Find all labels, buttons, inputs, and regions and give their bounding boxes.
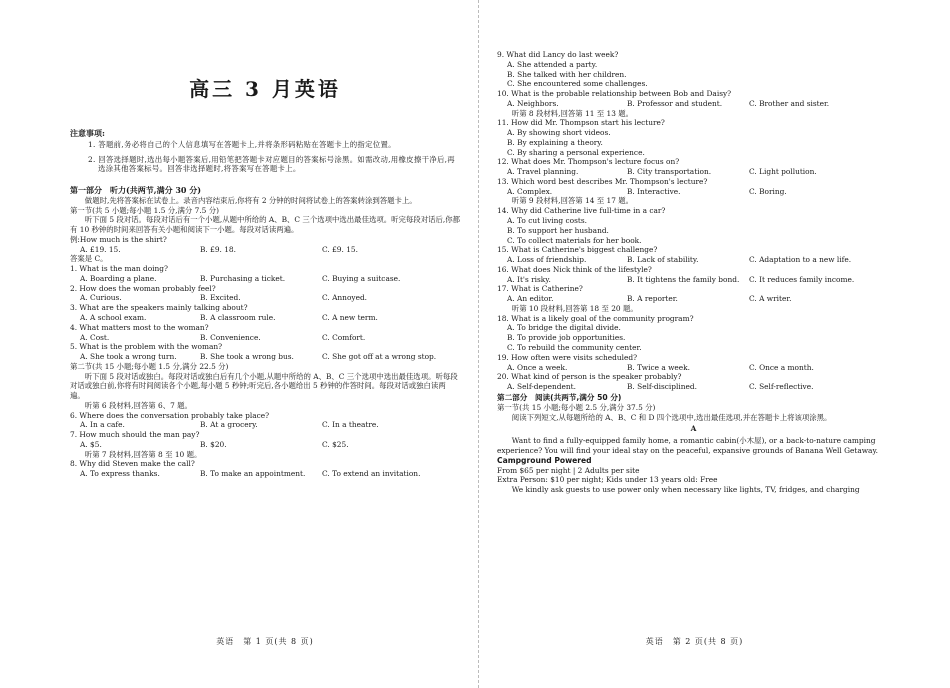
- passage-paragraph-2: We kindly ask guests to use power only when necessary like lights, TV, fridges, and charging: [511, 485, 860, 495]
- example-answer: 答案是 C。: [70, 254, 108, 264]
- option-c: C. Buying a suitcase.: [322, 273, 401, 283]
- question-9: 9. What did Lancy do last week?: [497, 50, 619, 59]
- option-a: A. Curious.: [80, 293, 122, 303]
- question-7-options: [70, 440, 460, 450]
- option-c: C. Light pollution.: [749, 167, 817, 177]
- question-10: 10. What is the probable relationship between Bob and Daisy?: [497, 89, 732, 99]
- question-4-options: [70, 333, 460, 343]
- option-b: B. To make an appointment.: [200, 469, 306, 479]
- option-c: C. It reduces family income.: [749, 274, 855, 284]
- question-13: 13. Which word best describes Mr. Thompson's lecture?: [497, 176, 708, 186]
- question-1-options: [70, 274, 460, 284]
- question-20-options: [497, 382, 890, 392]
- material-10: 听第 10 段材料,回答第 18 至 20 题。: [511, 303, 638, 313]
- question-5-options: [70, 352, 460, 362]
- option-b: B. Purchasing a ticket.: [200, 273, 286, 283]
- option-c: C. In a theatre.: [322, 420, 379, 430]
- page-2: [478, 0, 950, 688]
- question-14: 14. Why did Catherine live full-time in a car?: [497, 206, 666, 216]
- option-a: A. Travel planning.: [507, 167, 579, 177]
- question-6-options: [70, 420, 460, 430]
- option-c: C. Adaptation to a new life.: [749, 255, 852, 265]
- option-c: C. $25.: [322, 439, 349, 449]
- question-2-options: [70, 293, 460, 303]
- option-a: A. Cost.: [80, 332, 110, 342]
- option-b: B. Convenience.: [200, 332, 261, 342]
- question-1: 1. What is the man doing?: [70, 264, 168, 274]
- option-a: A. To cut living costs.: [507, 216, 588, 226]
- question-16-options: [497, 275, 890, 285]
- option-b: B. City transportation.: [627, 167, 712, 177]
- question-11: 11. How did Mr. Thompson start his lecture?: [497, 118, 665, 128]
- question-12-options: [497, 167, 890, 177]
- question-5: 5. What is the problem with the woman?: [70, 342, 223, 352]
- option-b: B. Lack of stability.: [627, 255, 699, 265]
- material-9: 听第 9 段材料,回答第 14 至 17 题。: [511, 196, 634, 206]
- option-b: B. By explaining a theory.: [507, 137, 603, 147]
- page-footer: 英语 第 2 页(共 8 页): [645, 637, 744, 647]
- material-7: 听第 7 段材料,回答第 8 至 10 题。: [84, 449, 202, 459]
- option-b: B. Interactive.: [627, 186, 681, 196]
- question-4: 4. What matters most to the woman?: [70, 322, 209, 332]
- option-a: A. $5.: [80, 439, 102, 449]
- question-19-options: [497, 363, 890, 373]
- question-7: 7. How much should the man pay?: [70, 430, 200, 440]
- option-a: A. In a cafe.: [80, 420, 125, 430]
- question-8-options: [70, 469, 460, 479]
- option-a: A. It's risky.: [507, 274, 551, 284]
- section2-title: 第二节(共 15 小题;每小题 1.5 分,满分 22.5 分): [70, 361, 229, 371]
- option-b: B. Twice a week.: [627, 362, 691, 372]
- option-a: A. To bridge the digital divide.: [507, 323, 621, 333]
- question-16: 16. What does Nick think of the lifestyle?: [497, 264, 652, 274]
- section2-intro: 听下面 5 段对话或独白。每段对话或独白后有几个小题,从题中所给的 A、B、C 三个选项中选出最佳选项。听每段对话或独白前,你将有时间阅读各个小题,每小题 5 秒钟;听完后,各小题给出 5 秒钟的作答时间。每段对话或独白读两遍。: [70, 371, 458, 401]
- option-b: B. To provide job opportunities.: [507, 333, 626, 343]
- option-a: A. She took a wrong turn.: [80, 352, 177, 362]
- option-b: B. Professor and student.: [627, 98, 723, 108]
- question-12: 12. What does Mr. Thompson's lecture focus on?: [497, 157, 680, 167]
- section1-intro: 听下面 5 段对话。每段对话后有一个小题,从题中所给的 A、B、C 三个选项中选出最佳选项。听完每段对话后,你都有 10 秒钟的时间来回答有关小题和阅读下一小题。每段对话读两遍。: [70, 215, 460, 235]
- option-a: A. Boarding a plane.: [80, 273, 157, 283]
- part2-title: 第二部分 阅读(共两节,满分 50 分): [497, 392, 622, 402]
- option-c: C. By sharing a personal experience.: [507, 147, 645, 157]
- option-a: A. To express thanks.: [80, 469, 160, 479]
- option-a: A. Loss of friendship.: [507, 255, 587, 265]
- question-20: 20. What kind of person is the speaker probably?: [497, 372, 682, 382]
- option-c: C. She encountered some challenges.: [507, 79, 648, 89]
- option-b: B. It tightens the family bond.: [627, 274, 740, 284]
- option-c: C. To extend an invitation.: [322, 469, 421, 479]
- option-a: A. By showing short videos.: [507, 128, 611, 138]
- option-b: B. She took a wrong bus.: [200, 352, 294, 362]
- option-a: A. An editor.: [507, 294, 554, 304]
- page-footer: 英语 第 1 页(共 8 页): [216, 637, 314, 647]
- option-c: C. Annoyed.: [322, 293, 368, 303]
- question-17-options: [497, 294, 890, 304]
- option-b: B. A reporter.: [627, 294, 678, 304]
- question-10-options: [497, 99, 890, 109]
- question-3-options: [70, 313, 460, 323]
- option-c: C. To rebuild the community center.: [507, 342, 642, 352]
- reading-section1-intro: 阅读下列短文,从每题所给的 A、B、C 和 D 四个选项中,选出最佳选项,并在答题卡上将该项涂黑。: [511, 412, 832, 422]
- campground-extra: Extra Person: $10 per night; Kids under 13 years old: Free: [497, 475, 718, 485]
- campground-price: From $65 per night | 2 Adults per site: [497, 465, 640, 475]
- question-19: 19. How often were visits scheduled?: [497, 352, 638, 362]
- option-c: C. £9. 15.: [322, 244, 358, 254]
- question-15-options: [497, 255, 890, 265]
- question-13-options: [497, 187, 890, 197]
- material-6: 听第 6 段材料,回答第 6、7 题。: [84, 400, 192, 410]
- example-question: 例:How much is the shirt?: [70, 234, 167, 244]
- option-b: B. At a grocery.: [200, 420, 258, 430]
- question-17: 17. What is Catherine?: [497, 284, 583, 294]
- option-b: B. To support her husband.: [507, 225, 609, 235]
- notes-title: 注意事项:: [70, 128, 105, 139]
- option-b: B. Excited.: [200, 293, 241, 303]
- question-2: 2. How does the woman probably feel?: [70, 283, 216, 293]
- passage-paragraph-1: Want to find a fully-equipped family home, a romantic cabin(小木屋), or a back-to-nature camping experience? You will find your ideal stay on the peaceful, expansive grounds of Banana Well Getaway.: [497, 436, 878, 455]
- option-a: A. £19. 15.: [80, 244, 121, 254]
- question-6: 6. Where does the conversation probably take place?: [70, 410, 270, 420]
- option-c: C. She got off at a wrong stop.: [322, 352, 437, 362]
- option-b: B. $20.: [200, 439, 227, 449]
- option-b: B. £9. 18.: [200, 244, 236, 254]
- passage-label: A: [690, 424, 697, 434]
- option-c: C. Once a month.: [749, 362, 814, 372]
- option-a: A. Once a week.: [507, 362, 568, 372]
- option-c: C. To collect materials for her book.: [507, 235, 642, 245]
- option-a: A. Neighbors.: [507, 98, 559, 108]
- option-c: C. Brother and sister.: [749, 98, 830, 108]
- note-1: 1. 答题前,务必将自己的个人信息填写在答题卡上,并将条形码粘贴在答题卡上的指定位置。: [88, 139, 396, 149]
- option-b: B. A classroom rule.: [200, 312, 276, 322]
- question-18: 18. What is a likely goal of the community program?: [497, 313, 694, 323]
- option-c: C. Self-reflective.: [749, 382, 814, 392]
- question-3: 3. What are the speakers mainly talking about?: [70, 303, 248, 313]
- material-8: 听第 8 段材料,回答第 11 至 13 题。: [511, 108, 634, 118]
- section1-title: 第一节(共 5 小题;每小题 1.5 分,满分 7.5 分): [70, 205, 219, 215]
- campground-title: Campground Powered: [497, 455, 592, 465]
- option-c: C. A writer.: [749, 294, 792, 304]
- example-options: [70, 245, 460, 255]
- option-a: A. A school exam.: [80, 312, 147, 322]
- part1-title: 第一部分 听力(共两节,满分 30 分): [70, 185, 202, 196]
- option-a: A. Complex.: [507, 186, 553, 196]
- option-a: A. Self-dependent.: [507, 382, 576, 392]
- option-b: B. She talked with her children.: [507, 69, 627, 79]
- note-2: 2. 回答选择题时,选出每小题答案后,用铅笔把答题卡对应题目的答案标号涂黑。如需改动,用橡皮擦干净后,再选涂其他答案标号。回答非选择题时,将答案写在答题卡上。: [88, 154, 455, 174]
- part1-intro: 做题时,先将答案标在试卷上。录音内容结束后,你将有 2 分钟的时间将试卷上的答案转涂到答题卡上。: [84, 195, 417, 205]
- option-c: C. Boring.: [749, 186, 787, 196]
- exam-title: 高三 3 月英语: [189, 77, 341, 101]
- question-8: 8. Why did Steven make the call?: [70, 459, 195, 469]
- option-a: A. She attended a party.: [507, 59, 598, 69]
- option-b: B. Self-disciplined.: [627, 382, 697, 392]
- option-c: C. A new term.: [322, 312, 378, 322]
- question-15: 15. What is Catherine's biggest challenge?: [497, 245, 658, 255]
- reading-section1-title: 第一节(共 15 小题;每小题 2.5 分,满分 37.5 分): [497, 402, 656, 412]
- option-c: C. Comfort.: [322, 332, 366, 342]
